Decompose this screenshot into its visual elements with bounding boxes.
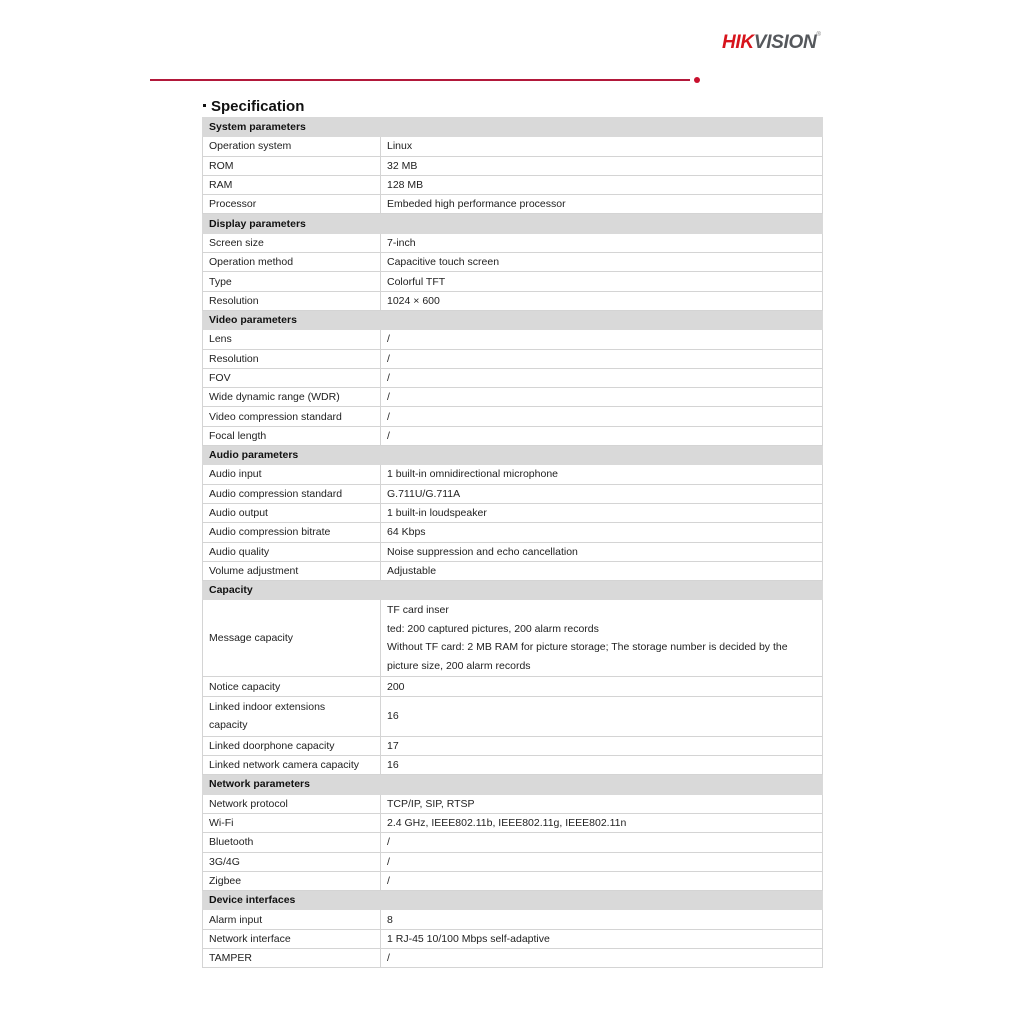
spec-key: Zigbee [203, 871, 381, 890]
spec-value-line: picture size, 200 alarm records [387, 659, 531, 672]
spec-value-line: Linux [387, 140, 413, 153]
spec-value-line: / [387, 333, 390, 346]
spec-row [203, 523, 823, 542]
spec-key: Video compression standard [203, 407, 381, 426]
spec-row [203, 484, 823, 503]
group-header-row [203, 891, 823, 910]
spec-key: Audio quality [203, 542, 381, 561]
spec-key: Lens [203, 330, 381, 349]
spec-value [381, 948, 823, 967]
logo-vision-text: VISION [753, 32, 817, 53]
spec-row [203, 677, 823, 696]
spec-value-line: Noise suppression and echo cancellation [387, 545, 578, 558]
spec-row [203, 349, 823, 368]
spec-row [203, 561, 823, 580]
group-title: Device interfaces [203, 891, 823, 910]
spec-row [203, 368, 823, 387]
spec-value-line: 128 MB [387, 179, 424, 192]
spec-row [203, 910, 823, 929]
group-header-row [203, 581, 823, 600]
spec-value [381, 426, 823, 445]
spec-value-line: / [387, 952, 390, 965]
spec-value [381, 756, 823, 775]
spec-value-line: 1 RJ-45 10/100 Mbps self-adaptive [387, 932, 550, 945]
spec-row [203, 929, 823, 948]
spec-value-line: 8 [387, 913, 393, 926]
spec-key [203, 696, 381, 736]
spec-value-line: Capacitive touch screen [387, 256, 500, 269]
spec-key: FOV [203, 368, 381, 387]
spec-table [202, 117, 823, 968]
spec-key: Focal length [203, 426, 381, 445]
spec-value [381, 272, 823, 291]
spec-row [203, 736, 823, 755]
spec-key: Resolution [203, 349, 381, 368]
spec-row [203, 503, 823, 522]
spec-value [381, 465, 823, 484]
spec-value-line: / [387, 429, 390, 442]
bullet-icon [203, 104, 206, 107]
spec-value [381, 330, 823, 349]
divider-dot-icon [694, 77, 700, 83]
spec-value [381, 388, 823, 407]
spec-key: Audio compression bitrate [203, 523, 381, 542]
spec-value [381, 253, 823, 272]
spec-key-line: Linked indoor extensions [209, 700, 326, 713]
registered-mark: ® [816, 32, 821, 38]
spec-row [203, 156, 823, 175]
spec-value [381, 852, 823, 871]
group-title: Audio parameters [203, 446, 823, 465]
spec-key: RAM [203, 175, 381, 194]
group-header-row [203, 446, 823, 465]
spec-value-line: 1024 × 600 [387, 294, 440, 307]
spec-row [203, 794, 823, 813]
spec-value-line: 1 built-in loudspeaker [387, 507, 487, 520]
spec-value [381, 910, 823, 929]
spec-key: Wi-Fi [203, 813, 381, 832]
spec-key: Bluetooth [203, 833, 381, 852]
spec-row [203, 833, 823, 852]
spec-value-line: G.711U/G.711A [387, 487, 461, 500]
group-header-row [203, 214, 823, 233]
group-title: Video parameters [203, 310, 823, 329]
spec-value-line: 7-inch [387, 236, 416, 249]
spec-value [381, 291, 823, 310]
spec-value-line: TF card inser [387, 604, 449, 617]
spec-key: Network interface [203, 929, 381, 948]
spec-value-line: / [387, 874, 390, 887]
spec-value [381, 813, 823, 832]
spec-value [381, 484, 823, 503]
spec-key: Screen size [203, 233, 381, 252]
header-divider [150, 79, 690, 81]
group-title: System parameters [203, 118, 823, 137]
spec-value [381, 137, 823, 156]
spec-value [381, 523, 823, 542]
spec-row [203, 233, 823, 252]
spec-value-line: / [387, 410, 390, 423]
spec-value-line: 32 MB [387, 159, 418, 172]
spec-row [203, 175, 823, 194]
group-header-row [203, 775, 823, 794]
spec-key: Network protocol [203, 794, 381, 813]
spec-value-line: / [387, 836, 390, 849]
spec-row [203, 195, 823, 214]
spec-row [203, 407, 823, 426]
section-title [203, 98, 304, 115]
spec-key: Message capacity [203, 600, 381, 677]
spec-value [381, 677, 823, 696]
spec-row [203, 948, 823, 967]
spec-row [203, 253, 823, 272]
spec-row [203, 813, 823, 832]
spec-value-line: Colorful TFT [387, 275, 446, 288]
spec-value-line: 2.4 GHz, IEEE802.11b, IEEE802.11g, IEEE802.11n [387, 817, 627, 830]
spec-value [381, 349, 823, 368]
spec-table-body [203, 118, 823, 968]
spec-value [381, 407, 823, 426]
spec-key: Resolution [203, 291, 381, 310]
spec-value [381, 542, 823, 561]
spec-value [381, 368, 823, 387]
logo-hik-text: HIK [722, 32, 754, 53]
spec-row [203, 600, 823, 677]
spec-key: Operation method [203, 253, 381, 272]
spec-key: Volume adjustment [203, 561, 381, 580]
spec-value [381, 794, 823, 813]
spec-key: Notice capacity [203, 677, 381, 696]
group-title: Network parameters [203, 775, 823, 794]
spec-value-line: 16 [387, 710, 399, 723]
spec-value [381, 600, 823, 677]
spec-key: ROM [203, 156, 381, 175]
spec-value [381, 561, 823, 580]
spec-row [203, 137, 823, 156]
group-header-row [203, 310, 823, 329]
spec-value-line: Adjustable [387, 564, 437, 577]
spec-value-line: / [387, 372, 390, 384]
spec-row [203, 756, 823, 775]
spec-row [203, 465, 823, 484]
spec-row [203, 426, 823, 445]
spec-row [203, 696, 823, 736]
spec-value-line: 17 [387, 739, 399, 752]
spec-value-line: / [387, 352, 390, 365]
group-title: Display parameters [203, 214, 823, 233]
spec-value-line: 16 [387, 759, 399, 772]
spec-key: Audio compression standard [203, 484, 381, 503]
spec-value-line: / [387, 855, 390, 868]
spec-value [381, 929, 823, 948]
spec-value-line: Embeded high performance processor [387, 198, 566, 211]
spec-value [381, 696, 823, 736]
spec-row [203, 542, 823, 561]
spec-key: Type [203, 272, 381, 291]
spec-key: Operation system [203, 137, 381, 156]
spec-value [381, 736, 823, 755]
spec-value-line: 1 built-in omnidirectional microphone [387, 468, 559, 481]
spec-row [203, 388, 823, 407]
section-title-text: Specification [211, 98, 305, 115]
spec-value [381, 156, 823, 175]
group-title: Capacity [203, 581, 823, 600]
spec-row [203, 291, 823, 310]
spec-key: Alarm input [203, 910, 381, 929]
spec-value-line: Without TF card: 2 MB RAM for picture storage; The storage number is decided by the [387, 641, 788, 654]
spec-row [203, 852, 823, 871]
spec-value-line: ted: 200 captured pictures, 200 alarm records [387, 622, 599, 635]
spec-value [381, 233, 823, 252]
spec-key: 3G/4G [203, 852, 381, 871]
spec-key: Linked doorphone capacity [203, 736, 381, 755]
spec-key: Linked network camera capacity [203, 756, 381, 775]
spec-key-line: capacity [209, 719, 248, 732]
spec-key: TAMPER [203, 948, 381, 967]
spec-key: Processor [203, 195, 381, 214]
spec-row [203, 272, 823, 291]
hikvision-logo [722, 32, 821, 54]
spec-value [381, 195, 823, 214]
spec-value-line: TCP/IP, SIP, RTSP [387, 797, 475, 810]
spec-value [381, 175, 823, 194]
group-header-row [203, 118, 823, 137]
spec-row [203, 871, 823, 890]
spec-value-line: 64 Kbps [387, 526, 426, 539]
spec-value-line: 200 [387, 680, 405, 693]
spec-row [203, 330, 823, 349]
spec-value-line: / [387, 391, 390, 404]
spec-key: Wide dynamic range (WDR) [203, 388, 381, 407]
spec-value [381, 833, 823, 852]
spec-key: Audio output [203, 503, 381, 522]
spec-value [381, 871, 823, 890]
spec-value [381, 503, 823, 522]
spec-key: Audio input [203, 465, 381, 484]
